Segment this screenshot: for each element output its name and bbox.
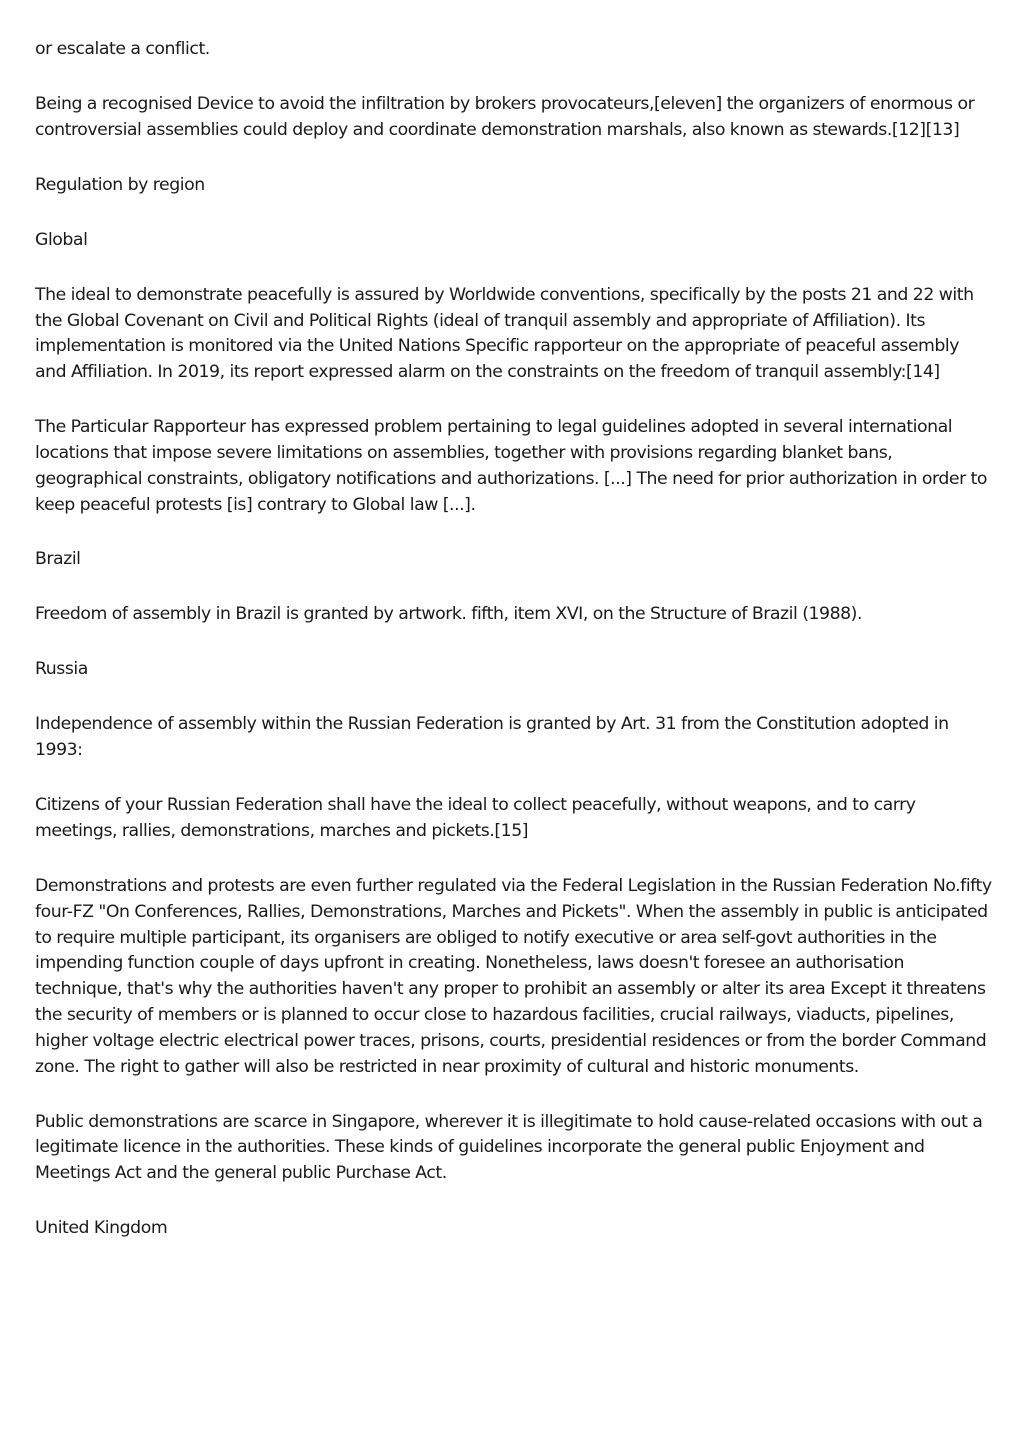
paragraph-special-rapporteur-quote: The Particular Rapporteur has expressed problem pertaining to legal guidelines adopted in several international locations that impose severe limitations on assemblies, together with provisions regarding blanket bans, geographical constraints, obligatory notifications and authorizations. [...] The need for prior authorization in order to keep peaceful protests [is] contrary to Global law [...]. [35, 417, 988, 515]
heading-united-kingdom: United Kingdom [35, 1218, 168, 1239]
paragraph-russia-federal-law: Demonstrations and protests are even further regulated via the Federal Legislation in the Russian Federation No.fifty four-FZ "On Conferences, Rallies, Demonstrations, Marches and Pickets". When the assembly in public is anticipated to require multiple participant, its organisers are obliged to notify executive or area self-govt authorities in the impending function couple of days upfront in creating. Nonetheless, laws doesn't foresee an authorisation technique, that's why the authorities haven't any proper to prohibit an assembly or alter its area Except it threatens the security of members or is planned to occur close to hazardous facilities, crucial railways, viaducts, pipelines, higher voltage electric electrical power traces, prisons, courts, presidential residences or from the border Command zone. The right to gather will also be restricted in near proximity of cultural and historic monuments. [35, 876, 992, 1077]
heading-regulation-by-region: Regulation by region [35, 174, 205, 195]
document-body [35, 37, 995, 1271]
paragraph-marshals: Being a recognised Device to avoid the infiltration by brokers provocateurs,[eleven] the organizers of enormous or controversial assemblies could deploy and coordinate demonstration marshals, also known as stewards.[12][13] [35, 93, 975, 140]
paragraph-brazil: Freedom of assembly in Brazil is granted by artwork. fifth, item XVI, on the Structure of Brazil (1988). [35, 604, 862, 625]
paragraph-international-conventions: The ideal to demonstrate peacefully is assured by Worldwide conventions, specifically by the posts 21 and 22 with the Global Covenant on Civil and Political Rights (ideal of tranquil assembly and appropriate of Affiliation). Its implementation is monitored via the United Nations Specific rapporteur on the appropriate of peaceful assembly and Affiliation. In 2019, its report expressed alarm on the constraints on the freedom of tranquil assembly:[14] [35, 284, 974, 383]
paragraph-conflict-continuation: or escalate a conflict. [35, 39, 210, 59]
heading-brazil: Brazil [35, 549, 81, 570]
heading-global: Global [35, 229, 88, 250]
heading-russia: Russia [35, 659, 88, 680]
paragraph-russia-citizens-quote: Citizens of your Russian Federation shall have the ideal to collect peacefully, without weapons, and to carry meetings, rallies, demonstrations, marches and pickets.[15] [35, 795, 916, 842]
paragraph-russia-constitution: Independence of assembly within the Russian Federation is granted by Art. 31 from the Constitution adopted in 1993: [35, 714, 949, 761]
paragraph-singapore: Public demonstrations are scarce in Singapore, wherever it is illegitimate to hold cause-related occasions with out a legitimate licence in the authorities. These kinds of guidelines incorporate the general public Enjoyment and Meetings Act and the general public Purchase Act. [35, 1111, 983, 1184]
